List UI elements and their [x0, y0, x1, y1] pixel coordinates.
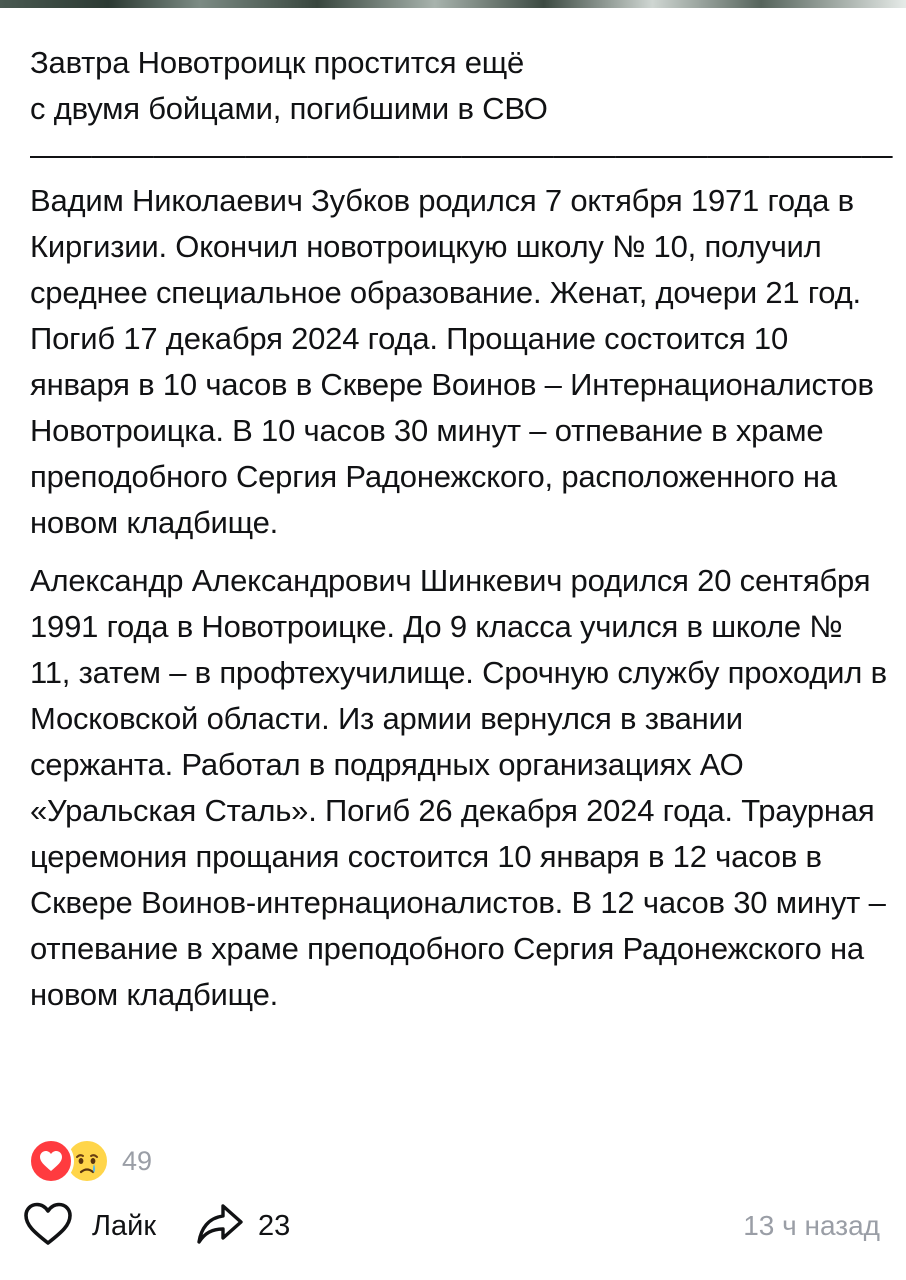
- post-paragraph-1: Вадим Николаевич Зубков родился 7 октября 1971 года в Киргизии. Окончил новотроицкую школу № 10, получил среднее специальное образование. Женат, дочери 21 год. Погиб 17 декабря 2024 года. Прощание состоится 10 января в 10 часов в Сквере Воинов – Интернационалистов Новотроицка. В 10 часов 30 минут – отпевание в храме преподобного Сергия Радонежского, расположенного на новом кладбище.: [30, 183, 874, 540]
- share-count: 23: [258, 1209, 291, 1242]
- reaction-count: 49: [122, 1145, 153, 1176]
- share-arrow-icon: [196, 1202, 244, 1251]
- post-title-line-2: с двумя бойцами, погибшими в СВО: [30, 91, 548, 126]
- post-actions-bar: [22, 1196, 882, 1256]
- like-button[interactable]: [22, 1201, 156, 1252]
- like-label: Лайк: [92, 1209, 157, 1242]
- post-title-line-1: Завтра Новотроицк простится ещё: [30, 45, 525, 80]
- post-body: [30, 40, 893, 1018]
- post-timestamp: 13 ч назад: [743, 1210, 880, 1241]
- separator-line: ————————————————————————————: [30, 137, 893, 172]
- reactions-summary[interactable]: [28, 1137, 152, 1185]
- post-paragraph-2: Александр Александрович Шинкевич родился 20 сентября 1991 года в Новотроицке. До 9 класса учился в школе № 11, затем – в профтехучилище. Срочную службу проходил в Московской области. Из армии вернулся в звании сержанта. Работал в подрядных организациях АО «Уральская Сталь». Погиб 26 декабря 2024 года. Траурная церемония прощания состоится 10 января в 12 часов в Сквере Воинов-интернационалистов. В 12 часов 30 минут – отпевание в храме преподобного Сергия Радонежского на новом кладбище.: [30, 563, 887, 1012]
- share-button[interactable]: [196, 1202, 290, 1251]
- heart-icon: [28, 1138, 74, 1184]
- post-image-bottom-edge[interactable]: [0, 0, 906, 8]
- heart-outline-icon: [22, 1201, 74, 1252]
